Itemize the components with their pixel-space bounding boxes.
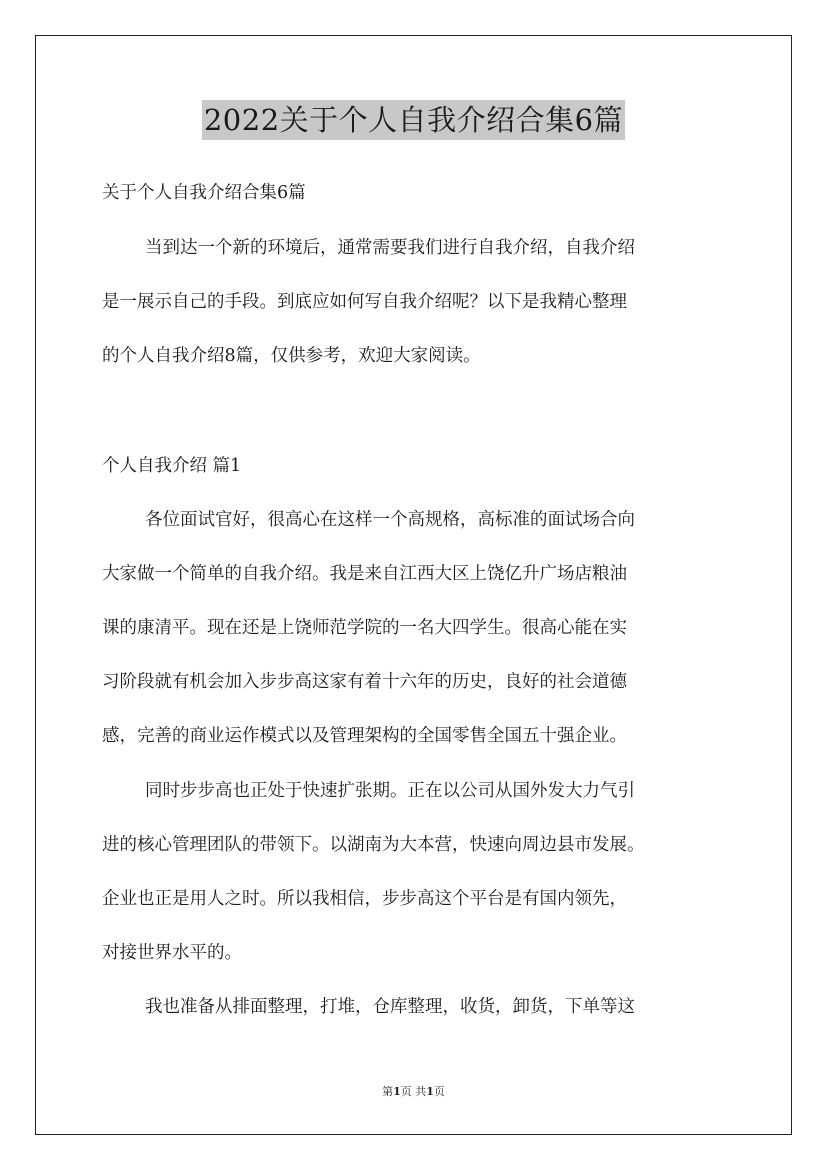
para1-line-5: 感，完善的商业运作模式以及管理架构的全国零售全国五十强企业。	[102, 726, 627, 746]
intro-line-1: 当到达一个新的环境后，通常需要我们进行自我介绍，自我介绍	[145, 238, 635, 258]
footer-page-total: 1	[426, 1085, 434, 1098]
page-footer	[0, 1083, 827, 1099]
para1-line-1: 各位面试官好，很高心在这样一个高规格，高标准的面试场合向	[145, 510, 635, 530]
footer-page-prefix: 第	[382, 1085, 394, 1098]
para1-line-4: 习阶段就有机会加入步步高这家有着十六年的历史，良好的社会道德	[102, 672, 627, 692]
intro-line-2: 是一展示自己的手段。到底应如何写自我介绍呢？以下是我精心整理	[102, 292, 627, 312]
section-heading: 个人自我介绍 篇1	[102, 456, 242, 476]
para2-line-4: 对接世界水平的。	[102, 943, 242, 963]
footer-page-suffix: 页	[433, 1085, 445, 1098]
title-container	[0, 100, 827, 140]
para3-line-1: 我也准备从排面整理，打堆，仓库整理，收货，卸货，下单等这	[145, 997, 635, 1017]
para2-line-2: 进的核心管理团队的带领下。以湖南为大本营，快速向周边县市发展。	[102, 835, 645, 855]
para2-line-1: 同时步步高也正处于快速扩张期。正在以公司从国外发大力气引	[145, 781, 635, 801]
para2-line-3: 企业也正是用人之时。所以我相信，步步高这个平台是有国内领先，	[102, 889, 627, 909]
para1-line-2: 大家做一个简单的自我介绍。我是来自江西大区上饶亿升广场店粮油	[102, 564, 627, 584]
para1-line-3: 课的康清平。现在还是上饶师范学院的一名大四学生。很高心能在实	[102, 618, 627, 638]
footer-page-number: 1	[393, 1085, 401, 1098]
footer-page-mid: 页 共	[400, 1085, 427, 1098]
subtitle: 关于个人自我介绍合集6篇	[102, 183, 306, 203]
document-title: 2022关于个人自我介绍合集6篇	[202, 100, 625, 140]
intro-line-3: 的个人自我介绍8篇，仅供参考，欢迎大家阅读。	[102, 346, 481, 366]
